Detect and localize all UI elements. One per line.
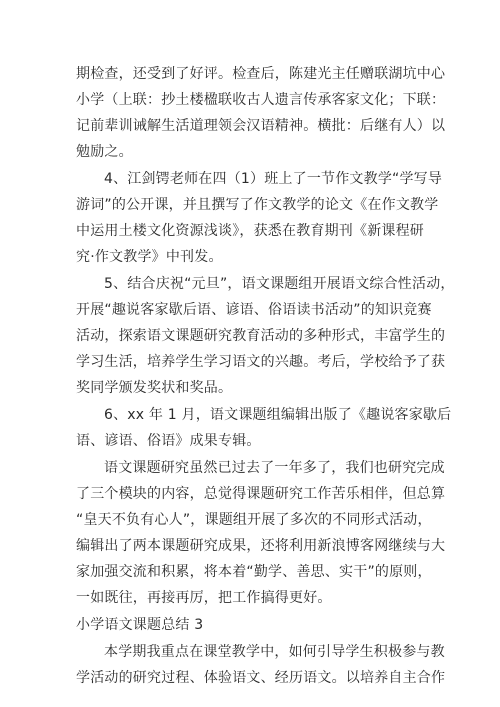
paragraph-first-line: 5、结合庆祝“元旦”，语文课题组开展语文综合性活动， xyxy=(104,276,455,292)
text-line: 小学（上联：抄土楼楹联收古人遗言传承客家文化；下联： xyxy=(76,92,446,108)
text-line: 开展“趣说客家歇后语、谚语、俗语读书活动”的知识竞赛 xyxy=(76,302,432,318)
text-line: 学习生活，培养学生学习语文的兴趣。考后，学校给予了获 xyxy=(76,354,446,370)
text-line: 究·作文教学》中刊发。 xyxy=(76,249,223,265)
text-line: “皇天不负有心人”，课题组开展了多次的不同形式活动， xyxy=(76,512,432,528)
text-line: 勉励之。 xyxy=(76,144,133,160)
text-line: 记前辈训诫解生活道理领会汉语精神。横批：后继有人）以 xyxy=(76,118,446,134)
text-line: 家加强交流和积累，将本着“勤学、善思、实干”的原则， xyxy=(76,564,432,580)
text-line: 编辑出了两本课题研究成果，还将利用新浪博客网继续与大 xyxy=(76,538,446,554)
section-heading: 小学语文课题总结 3 xyxy=(76,617,204,633)
text-line: 奖同学颁发奖状和奖品。 xyxy=(76,380,233,396)
text-line: 期检查，还受到了好评。检查后，陈建光主任赠联湖坑中心 xyxy=(76,66,446,82)
text-line: 了三个模块的内容，总觉得课题研究工作苦乐相伴，但总算 xyxy=(76,486,446,502)
text-line: 中运用土楼文化资源浅谈》，获悉在教育期刊《新课程研 xyxy=(76,223,424,239)
text-line: 学活动的研究过程、体验语文、经历语文。以培养自主合作 xyxy=(76,670,446,686)
paragraph-first-line: 6、xx 年 1 月，语文课题组编辑出版了《趣说客家歇后 xyxy=(104,407,452,423)
text-line: 活动，探索语文课题研究教育活动的多种形式，丰富学生的 xyxy=(76,328,446,344)
text-line: 游词”的公开课，并且撰写了作文教学的论文《在作文教学 xyxy=(76,197,439,213)
text-line: 语、谚语、俗语》成果专辑。 xyxy=(76,433,261,449)
text-line: 一如既往，再接再厉，把工作搞得更好。 xyxy=(76,590,332,606)
paragraph-first-line: 4、江剑锷老师在四（1）班上了一节作文教学“学写导 xyxy=(104,171,443,187)
paragraph-first-line: 语文课题研究虽然已过去了一年多了，我们也研究完成 xyxy=(104,460,445,476)
paragraph-first-line: 本学期我重点在课堂教学中，如何引导学生积极参与教 xyxy=(104,644,445,660)
